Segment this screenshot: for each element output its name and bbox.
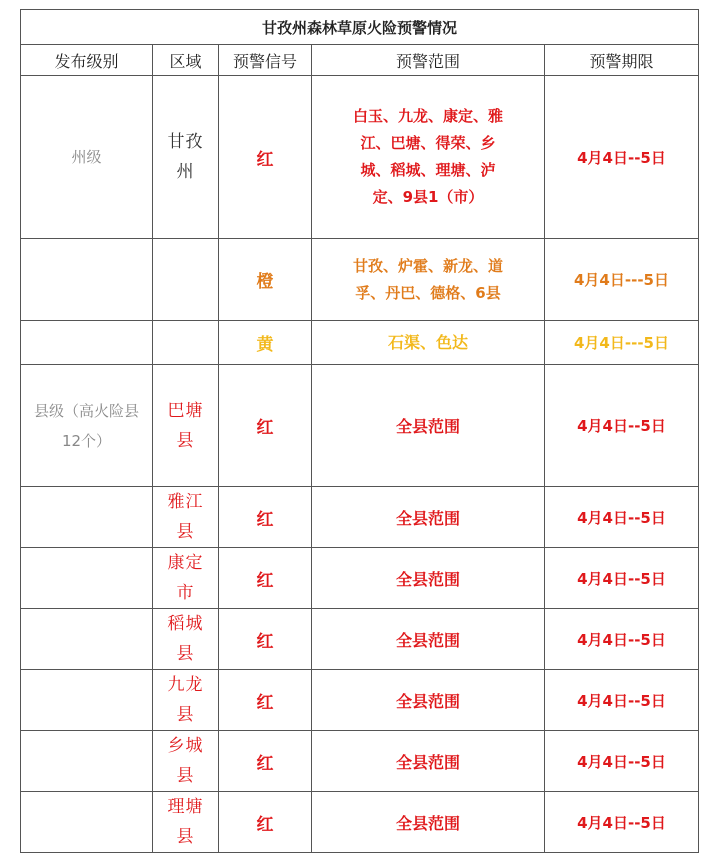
scope-cell: 全县范围 (312, 548, 545, 609)
region-name: 雅江县 (167, 492, 204, 542)
table-row (21, 239, 699, 321)
table-row (21, 792, 699, 853)
prefecture-level-cell: 州级 (21, 76, 153, 239)
scope-cell: 石渠、色达 (312, 321, 545, 365)
scope-cell: 全县范围 (312, 365, 545, 487)
table-row (21, 321, 699, 365)
empty-cell (21, 487, 153, 548)
empty-cell (21, 548, 153, 609)
title-row (21, 10, 699, 45)
header-row (21, 45, 699, 76)
signal-cell: 红 (219, 76, 312, 239)
prefecture-region: 甘孜州 (167, 132, 204, 182)
period-cell: 4月4日--5日 (545, 365, 699, 487)
region-name: 康定市 (167, 553, 204, 603)
empty-cell (21, 670, 153, 731)
region-cell (153, 609, 219, 670)
scope-cell: 全县范围 (312, 487, 545, 548)
period-cell: 4月4日--5日 (545, 76, 699, 239)
scope-cell: 全县范围 (312, 609, 545, 670)
header-period: 预警期限 (545, 45, 699, 76)
table-row (21, 609, 699, 670)
empty-cell (153, 239, 219, 321)
region-cell (153, 670, 219, 731)
signal-cell: 红 (219, 731, 312, 792)
signal-cell: 红 (219, 792, 312, 853)
signal-cell: 红 (219, 365, 312, 487)
header-region: 区域 (153, 45, 219, 76)
signal-cell: 红 (219, 487, 312, 548)
table-row (21, 731, 699, 792)
signal-cell: 黄 (219, 321, 312, 365)
signal-cell: 橙 (219, 239, 312, 321)
period-cell: 4月4日---5日 (545, 321, 699, 365)
table-row (21, 670, 699, 731)
table-row (21, 76, 699, 239)
table-row (21, 487, 699, 548)
scope-cell: 全县范围 (312, 670, 545, 731)
fire-warning-table (20, 9, 699, 853)
signal-cell: 红 (219, 609, 312, 670)
signal-cell: 红 (219, 548, 312, 609)
period-cell: 4月4日--5日 (545, 548, 699, 609)
header-scope: 预警范围 (312, 45, 545, 76)
county-level-cell (21, 365, 170, 487)
signal-cell: 红 (219, 670, 312, 731)
header-level: 发布级别 (21, 45, 153, 76)
period-cell: 4月4日--5日 (545, 487, 699, 548)
region-cell (153, 792, 219, 853)
period-cell: 4月4日--5日 (545, 609, 699, 670)
county-level: 县级（高火险县 12个） (33, 401, 170, 450)
empty-cell (21, 731, 153, 792)
period-cell: 4月4日--5日 (545, 731, 699, 792)
scope-text: 甘孜、炉霍、新龙、道孚、丹巴、德格、6县 (353, 256, 504, 302)
prefecture-region-cell (153, 76, 219, 239)
table-row (21, 365, 699, 487)
period-cell: 4月4日--5日 (545, 670, 699, 731)
region-name: 理塘县 (167, 797, 204, 847)
scope-cell (312, 239, 545, 321)
region-name: 巴塘县 (167, 400, 204, 451)
scope-cell (312, 76, 545, 239)
region-cell (153, 548, 219, 609)
period-cell: 4月4日---5日 (545, 239, 699, 321)
scope-cell: 全县范围 (312, 731, 545, 792)
header-signal: 预警信号 (219, 45, 312, 76)
empty-cell (21, 321, 153, 365)
scope-text: 白玉、九龙、康定、雅江、巴塘、得荣、乡城、稻城、理塘、泸定、9县1（市） (353, 107, 504, 206)
region-cell (153, 487, 219, 548)
empty-cell (153, 321, 219, 365)
empty-cell (21, 792, 153, 853)
region-name: 九龙县 (167, 675, 204, 725)
scope-cell: 全县范围 (312, 792, 545, 853)
empty-cell (21, 609, 153, 670)
table-row (21, 548, 699, 609)
region-cell (153, 365, 219, 487)
period-cell: 4月4日--5日 (545, 792, 699, 853)
region-name: 乡城县 (167, 736, 204, 786)
region-name: 稻城县 (167, 614, 204, 664)
table-title: 甘孜州森林草原火险预警情况 (21, 10, 699, 45)
empty-cell (21, 239, 153, 321)
region-cell (153, 731, 219, 792)
